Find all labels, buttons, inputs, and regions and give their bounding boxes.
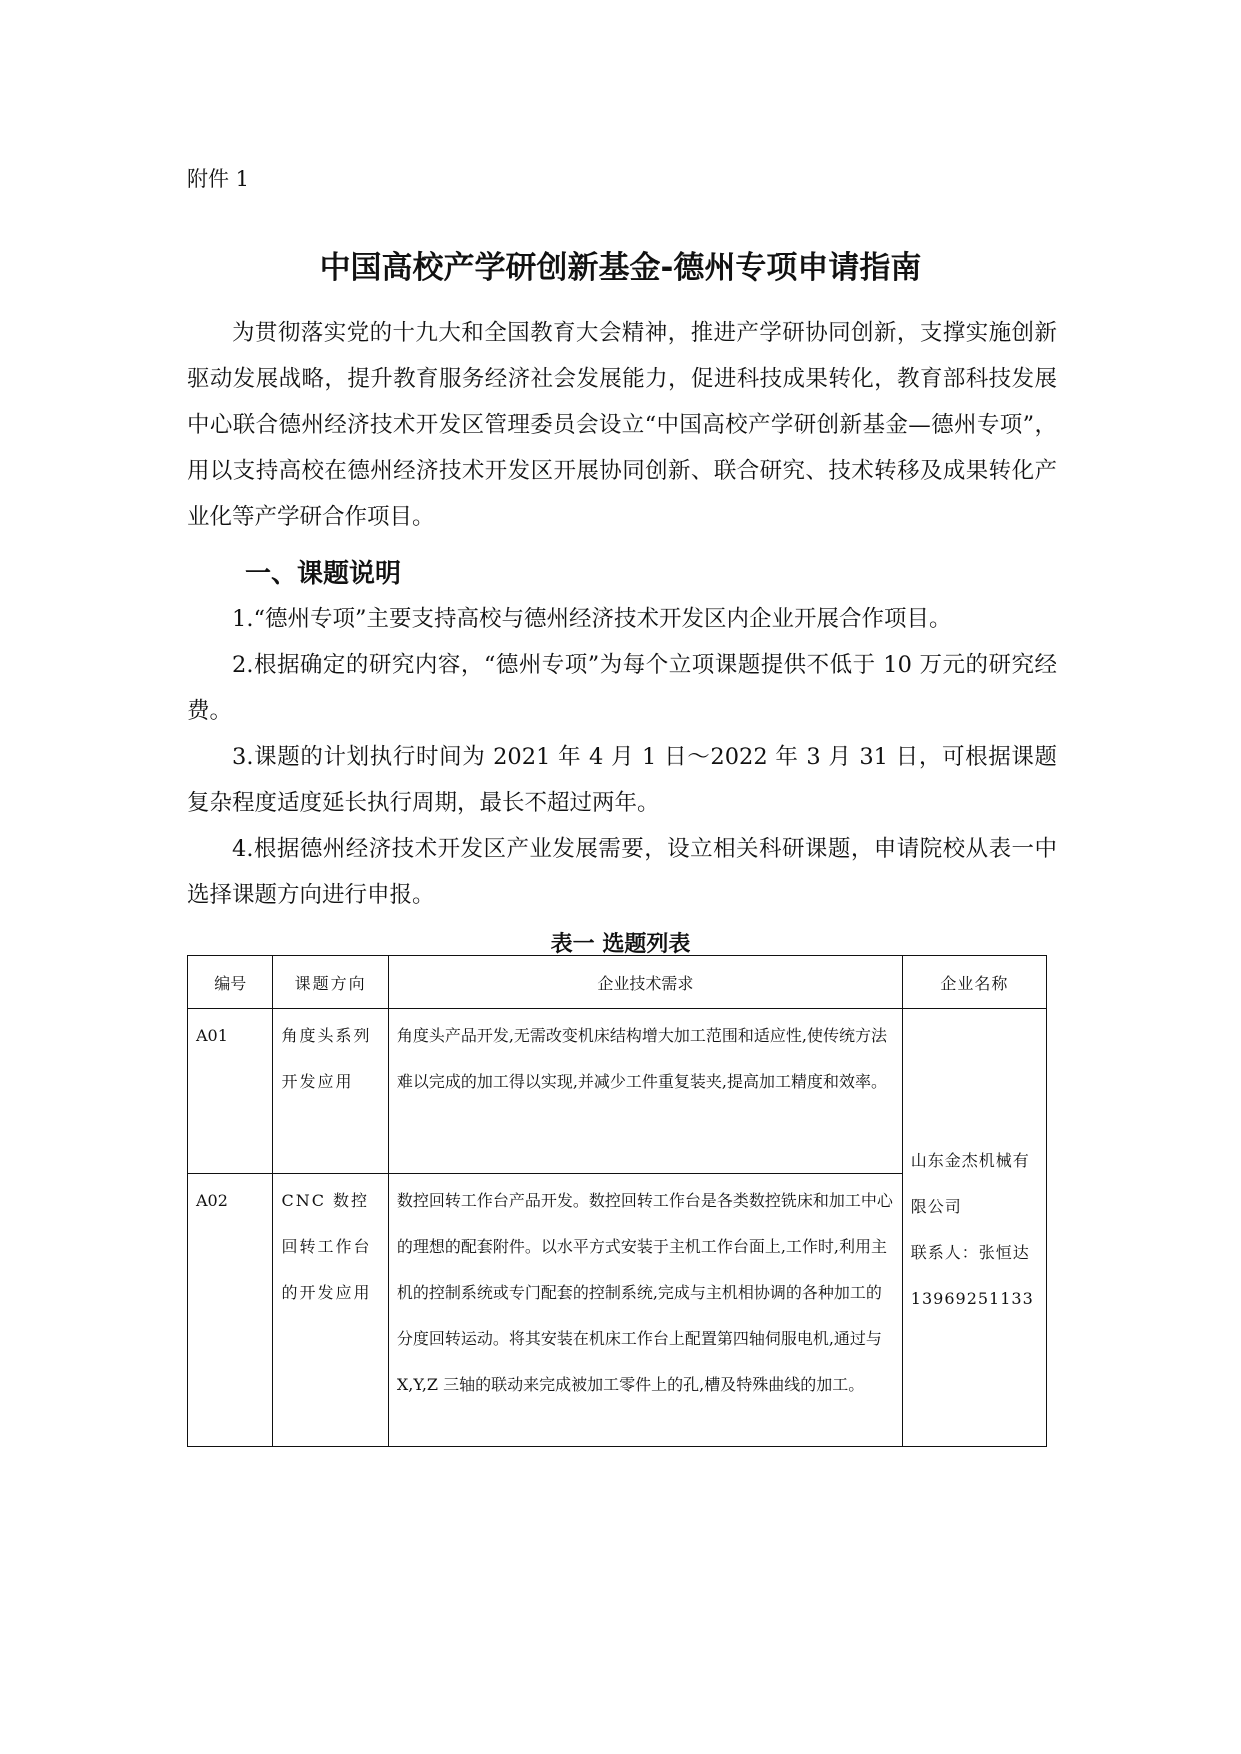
row-direction: CNC 数控回转工作台的开发应用 [273, 1174, 388, 1447]
table-caption: 表一 选题列表 [550, 932, 691, 957]
row-id: A02 [188, 1174, 273, 1447]
header-id: 编号 [188, 956, 273, 1009]
item-1: 1.“德州专项”主要支持高校与德州经济技术开发区内企业开展合作项目。 [232, 606, 952, 632]
header-direction: 课题方向 [273, 956, 388, 1009]
intro-paragraph: 为贯彻落实党的十九大和全国教育大会精神，推进产学研协同创新，支撑实施创新驱动发展战略，提升教育服务经济社会发展能力，促进科技成果转化，教育部科技发展中心联合德州经济技术开发区管理委员会设立“中国高校产学研创新基金—德州专项”，用以支持高校在德州经济技术开发区开展协同创新、联合研究、技术转移及成果转化产业化等产学研合作项目。 [187, 320, 1057, 530]
attachment-label: 附件 1 [187, 167, 250, 191]
document-title: 中国高校产学研创新基金-德州专项申请指南 [319, 250, 922, 286]
company-name: 山东金杰机械有限公司 [910, 1150, 1030, 1216]
row-requirement: 角度头产品开发,无需改变机床结构增大加工范围和适应性,使传统方法难以完成的加工得以实现,并减少工件重复装夹,提高加工精度和效率。 [388, 1009, 902, 1174]
company-cell [902, 1009, 1046, 1447]
company-phone: 13969251133 [910, 1288, 1034, 1308]
company-contact: 联系人：张恒达 [910, 1242, 1030, 1262]
item-2: 2.根据确定的研究内容，“德州专项”为每个立项课题提供不低于 10 万元的研究经费。 [187, 652, 1057, 724]
item-4: 4.根据德州经济技术开发区产业发展需要，设立相关科研课题，申请院校从表一中选择课题方向进行申报。 [187, 836, 1057, 908]
row-requirement: 数控回转工作台产品开发。数控回转工作台是各类数控铣床和加工中心的理想的配套附件。以水平方式安装于主机工作台面上,工作时,利用主机的控制系统或专门配套的控制系统,完成与主机相协调的各种加工的分度回转运动。将其安装在机床工作台上配置第四轴伺服电机,通过与 X,Y,Z 三轴的联动来完成被加工零件上的孔,槽及特殊曲线的加工。 [388, 1174, 902, 1447]
table-header-row [188, 956, 1047, 1009]
row-direction: 角度头系列开发应用 [273, 1009, 388, 1174]
section-heading: 一、课题说明 [245, 559, 402, 589]
row-id: A01 [188, 1009, 273, 1174]
section-items [187, 596, 1057, 918]
topics-table [187, 955, 1047, 1447]
table-row [188, 1009, 1047, 1174]
header-requirement: 企业技术需求 [388, 956, 902, 1009]
header-company: 企业名称 [902, 956, 1046, 1009]
item-3: 3.课题的计划执行时间为 2021 年 4 月 1 日～2022 年 3 月 31 日，可根据课题复杂程度适度延长执行周期，最长不超过两年。 [187, 744, 1057, 816]
